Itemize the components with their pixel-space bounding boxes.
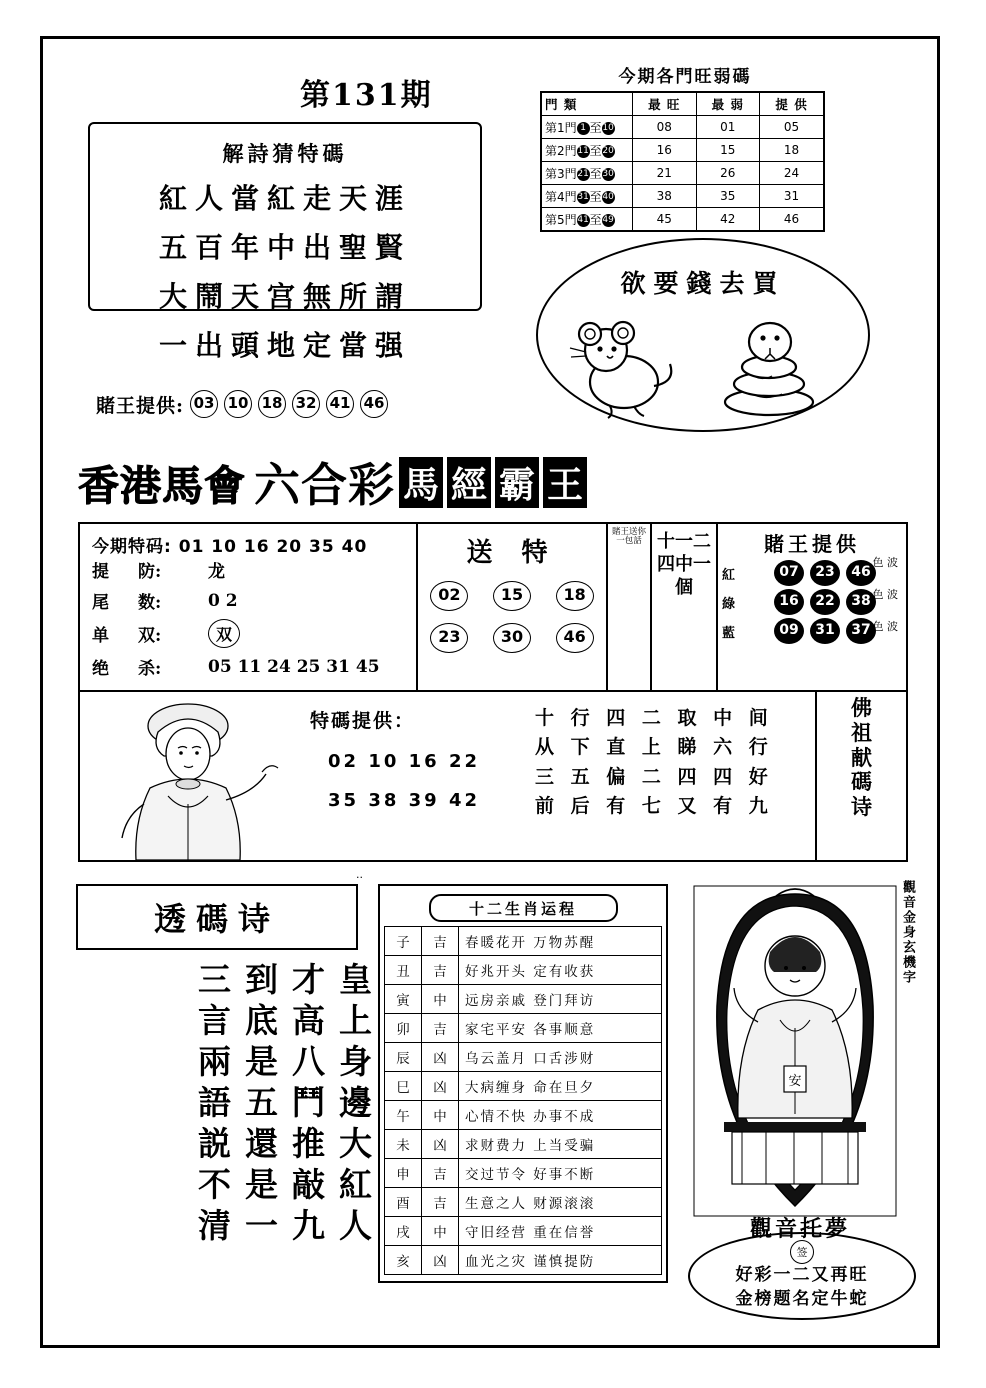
gate-name: 第2門 xyxy=(545,143,577,158)
masthead-boxed-char: 經 xyxy=(447,457,491,508)
zodiac-text: 好兆开头 定有收获 xyxy=(459,956,662,985)
zodiac-text: 交过节令 好事不断 xyxy=(459,1159,662,1188)
zodiac-sign: 子 xyxy=(385,927,422,956)
gate-th-most: 最 旺 xyxy=(633,92,697,116)
poem-line-4: 一出頭地定當强 xyxy=(158,329,411,362)
zodiac-luck: 吉 xyxy=(422,1159,459,1188)
color-sub-labels xyxy=(873,554,899,634)
zodiac-row xyxy=(385,1246,662,1275)
poem-line-1: 紅人當紅走天涯 xyxy=(158,182,411,215)
zodiac-row xyxy=(385,1043,662,1072)
tou-ma-shi-title: 透碼诗 xyxy=(153,900,280,938)
song-te-ball: 15 xyxy=(493,581,531,611)
color-ball: 38 xyxy=(846,589,876,615)
color-sub-red: 色 波 xyxy=(872,556,898,569)
color-ball: 46 xyxy=(846,560,876,586)
verse-line-3: 三 五 偏 二 四 四 好 xyxy=(535,765,773,788)
goddess-illustration-svg xyxy=(80,692,310,860)
guanyin-illustration-svg xyxy=(690,880,900,1220)
zodiac-text: 家宅平安 各事顺意 xyxy=(459,1014,662,1043)
special-supply-numbers-1: 02 10 16 22 xyxy=(328,751,480,772)
gate-most: 38 xyxy=(633,185,697,208)
zodiac-luck: 凶 xyxy=(422,1246,459,1275)
color-ball: 23 xyxy=(810,560,840,586)
color-label: 紅 xyxy=(722,567,738,583)
gate-table-caption: 今期各門旺弱碼 xyxy=(618,67,752,87)
zodiac-luck: 吉 xyxy=(422,1014,459,1043)
zodiac-sign: 巳 xyxy=(385,1072,422,1101)
masthead-lottery: 六合彩 xyxy=(254,458,395,512)
song-te-row-2 xyxy=(418,623,606,653)
buddha-verse-panel xyxy=(78,692,908,862)
zodiac-luck: 凶 xyxy=(422,1072,459,1101)
poem-number: 46 xyxy=(360,390,388,418)
zodiac-sign: 丑 xyxy=(385,956,422,985)
gambling-king-title: 賭王提供 xyxy=(764,532,860,556)
special-supply-numbers-2: 35 38 39 42 xyxy=(328,790,480,811)
zodiac-sign: 寅 xyxy=(385,985,422,1014)
zodiac-sign: 申 xyxy=(385,1159,422,1188)
song-te-title: 送 特 xyxy=(466,538,558,568)
color-ball: 16 xyxy=(774,589,804,615)
vertical-poem-line-3: 才高八鬥推敲九 xyxy=(287,962,326,1249)
poem-number: 32 xyxy=(292,390,320,418)
gate-least: 42 xyxy=(696,208,760,232)
color-ball: 07 xyxy=(774,560,804,586)
snake-illustration xyxy=(714,314,824,419)
color-ball: 31 xyxy=(810,618,840,644)
gate-least: 26 xyxy=(696,162,760,185)
gate-name: 第5門 xyxy=(545,212,577,227)
gate-most: 08 xyxy=(633,116,697,139)
poem-line-3: 大鬧天宫無所謂 xyxy=(158,280,411,313)
special-supply-column xyxy=(310,692,535,860)
gate-table xyxy=(540,91,825,232)
zodiac-luck: 吉 xyxy=(422,956,459,985)
guanyin-caption: 觀音托夢 xyxy=(749,1216,850,1242)
slogan-text: 欲要錢去買 xyxy=(620,269,786,298)
gate-th-least: 最 弱 xyxy=(696,92,760,116)
song-te-ball: 46 xyxy=(556,623,594,653)
zodiac-luck: 凶 xyxy=(422,1043,459,1072)
info-row xyxy=(92,557,406,582)
zodiac-row xyxy=(385,956,662,985)
info-panel xyxy=(78,522,908,692)
gate-name: 第3門 xyxy=(545,166,577,181)
zodiac-text: 春暖花开 万物苏醒 xyxy=(459,927,662,956)
gate-row: 第1門 1 至10 08 01 05 xyxy=(541,116,824,139)
gambling-king-column xyxy=(718,524,906,690)
zodiac-text: 心情不快 办事不成 xyxy=(459,1101,662,1130)
info-row-key1: 绝 xyxy=(92,659,109,679)
poem-number: 03 xyxy=(190,390,218,418)
zodiac-sign: 未 xyxy=(385,1130,422,1159)
masthead-hk: 香港馬會 xyxy=(78,461,246,510)
poem-provider-row xyxy=(96,390,496,418)
issue-number: 第131期 xyxy=(300,78,433,113)
zodiac-text: 守旧经营 重在信誉 xyxy=(459,1217,662,1246)
gate-th-type: 門 類 xyxy=(541,92,633,116)
song-te-column xyxy=(418,524,608,690)
guanyin-oval xyxy=(688,1232,916,1320)
info-left-column xyxy=(80,524,418,690)
verse-line-4: 前 后 有 七 又 有 九 xyxy=(535,795,773,818)
color-label: 藍 xyxy=(722,625,738,641)
zodiac-luck: 凶 xyxy=(422,1130,459,1159)
info-row xyxy=(92,619,406,648)
gate-row: 第4門31至40 38 35 31 xyxy=(541,185,824,208)
guanyin-oval-line-2: 金榜题名定牛蛇 xyxy=(735,1289,869,1309)
gate-least: 35 xyxy=(696,185,760,208)
zodiac-luck: 中 xyxy=(422,985,459,1014)
gate-name: 第4門 xyxy=(545,189,577,204)
gate-row: 第5門41至49 45 42 46 xyxy=(541,208,824,232)
info-row-key2: 杀: xyxy=(138,659,162,679)
decorative-dots: .. xyxy=(356,868,363,881)
zodiac-block xyxy=(378,884,668,1283)
vertical-poem-line-2: 到底是五還是一 xyxy=(240,962,279,1249)
gate-least: 01 xyxy=(696,116,760,139)
zodiac-row xyxy=(385,1014,662,1043)
info-row-value: 05 11 24 25 31 45 xyxy=(208,656,380,677)
zodiac-row xyxy=(385,1130,662,1159)
zodiac-row xyxy=(385,985,662,1014)
gate-row: 第3門21至30 21 26 24 xyxy=(541,162,824,185)
goddess-illustration xyxy=(80,692,310,860)
zodiac-luck: 中 xyxy=(422,1217,459,1246)
tou-ma-shi-box xyxy=(76,884,358,950)
vertical-poem-line-4: 皇上身邊大紅人 xyxy=(334,962,373,1249)
special-supply-title: 特碼提供： xyxy=(310,710,416,732)
zodiac-luck: 吉 xyxy=(422,1188,459,1217)
poem-box xyxy=(88,122,482,362)
verse-column xyxy=(535,692,815,860)
info-row-key2: 双: xyxy=(138,626,162,646)
vertical-poem xyxy=(70,962,373,1312)
info-row-key1: 尾 xyxy=(92,593,109,613)
song-te-row-1 xyxy=(418,581,606,611)
zodiac-row xyxy=(385,1188,662,1217)
color-ball: 09 xyxy=(774,618,804,644)
seal-icon: 签 xyxy=(790,1240,814,1264)
info-row-key2: 数: xyxy=(138,593,162,613)
slogan-ellipse xyxy=(536,238,870,432)
gate-name: 第1門 xyxy=(545,120,577,135)
color-ball: 37 xyxy=(846,618,876,644)
guanyin-oval-line-1: 好彩一二又再旺 xyxy=(735,1265,869,1285)
zodiac-text: 生意之人 财源滚滚 xyxy=(459,1188,662,1217)
middle-text: 十一二四中一個 xyxy=(652,524,718,690)
gate-supply: 05 xyxy=(760,116,824,139)
song-te-ball: 23 xyxy=(430,623,468,653)
zodiac-sign: 辰 xyxy=(385,1043,422,1072)
gate-row: 第2門11至20 16 15 18 xyxy=(541,139,824,162)
color-ball: 22 xyxy=(810,589,840,615)
zodiac-text: 大病缠身 命在旦夕 xyxy=(459,1072,662,1101)
zodiac-row xyxy=(385,927,662,956)
guanyin-illustration xyxy=(690,880,900,1230)
info-row-key2: 防: xyxy=(138,562,162,582)
info-row-value: 龙 xyxy=(208,562,225,582)
zodiac-sign: 午 xyxy=(385,1101,422,1130)
gate-most: 16 xyxy=(633,139,697,162)
special-code-numbers: 01 10 16 20 35 40 xyxy=(178,537,368,557)
poem-line-2: 五百年中出聖賢 xyxy=(158,231,411,264)
zodiac-sign: 酉 xyxy=(385,1188,422,1217)
color-label: 綠 xyxy=(722,596,738,612)
gate-supply: 18 xyxy=(760,139,824,162)
gate-supply: 31 xyxy=(760,185,824,208)
zodiac-row xyxy=(385,1072,662,1101)
gate-supply: 46 xyxy=(760,208,824,232)
song-te-ball: 18 xyxy=(556,581,594,611)
masthead-boxed-char: 馬 xyxy=(399,457,443,508)
poem-title: 解詩猜特碼 xyxy=(222,141,348,166)
info-row-value: 双 xyxy=(208,619,240,648)
info-row xyxy=(92,588,406,613)
info-row-value: 0 2 xyxy=(208,590,238,611)
special-code-row xyxy=(92,532,406,557)
song-te-ball: 02 xyxy=(430,581,468,611)
poem-number: 10 xyxy=(224,390,252,418)
poem-number: 41 xyxy=(326,390,354,418)
song-te-ball: 30 xyxy=(493,623,531,653)
info-row-key1: 单 xyxy=(92,626,109,646)
gate-most: 45 xyxy=(633,208,697,232)
fozu-label: 佛 祖 献 碼 诗 xyxy=(815,692,906,860)
gate-table-block xyxy=(540,62,830,232)
zodiac-row xyxy=(385,1217,662,1246)
zodiac-sign: 戌 xyxy=(385,1217,422,1246)
gate-th-supply: 提 供 xyxy=(760,92,824,116)
mouse-illustration xyxy=(566,316,686,421)
zodiac-sign: 卯 xyxy=(385,1014,422,1043)
poem-number: 18 xyxy=(258,390,286,418)
masthead-boxed-char: 王 xyxy=(543,457,587,508)
color-sub-green: 色 波 xyxy=(872,588,898,601)
zodiac-luck: 吉 xyxy=(422,927,459,956)
zodiac-text: 求财费力 上当受骗 xyxy=(459,1130,662,1159)
vertical-poem-line-1: 三言兩語説不清 xyxy=(193,962,232,1249)
zodiac-table xyxy=(384,926,662,1275)
poem-provider-label: 賭王提供: xyxy=(96,394,185,417)
zodiac-luck: 中 xyxy=(422,1101,459,1130)
gate-most: 21 xyxy=(633,162,697,185)
gate-least: 15 xyxy=(696,139,760,162)
zodiac-text: 乌云盖月 口舌涉财 xyxy=(459,1043,662,1072)
side-note: 賭王送你一包話 xyxy=(608,524,652,690)
zodiac-row xyxy=(385,1101,662,1130)
svg-text:安: 安 xyxy=(788,1074,802,1089)
info-row xyxy=(92,654,406,679)
zodiac-sign: 亥 xyxy=(385,1246,422,1275)
zodiac-text: 远房亲戚 登门拜访 xyxy=(459,985,662,1014)
info-row-key1: 提 xyxy=(92,562,109,582)
color-sub-blue: 色 波 xyxy=(872,620,898,633)
masthead-boxed-char: 霸 xyxy=(495,457,539,508)
zodiac-row xyxy=(385,1159,662,1188)
verse-line-2: 从 下 直 上 睇 六 行 xyxy=(535,736,773,759)
guanyin-side-text: 觀音金身玄機字 xyxy=(900,880,915,985)
verse-line-1: 十 行 四 二 取 中 间 xyxy=(535,707,773,729)
gate-supply: 24 xyxy=(760,162,824,185)
zodiac-title: 十二生肖运程 xyxy=(429,894,618,922)
special-code-label: 今期特码: xyxy=(92,537,172,557)
masthead xyxy=(78,452,908,512)
zodiac-text: 血光之灾 谨慎提防 xyxy=(459,1246,662,1275)
